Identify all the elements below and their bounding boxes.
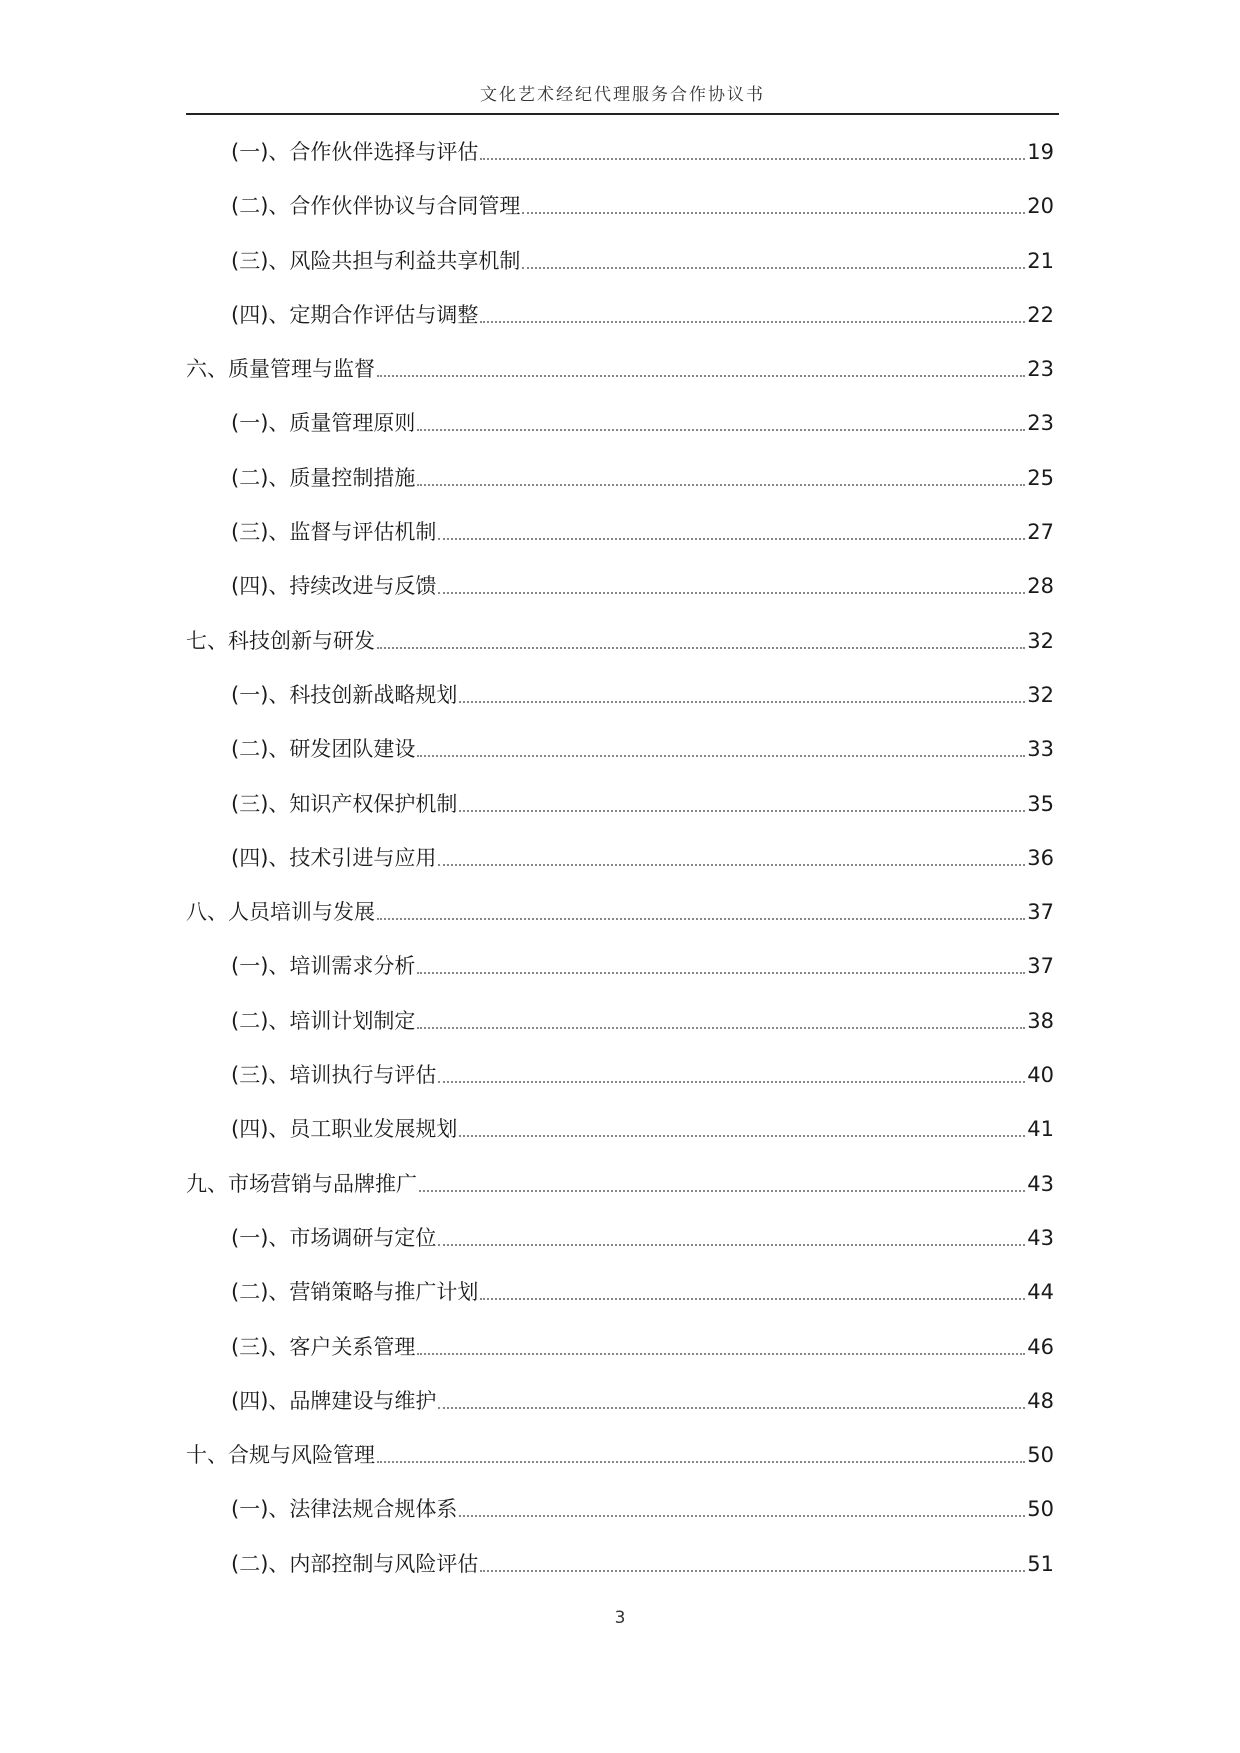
toc-dot-leader <box>459 790 1025 812</box>
toc-entry-page-number: 41 <box>1027 1117 1054 1142</box>
toc-entry-title: (一)、合作伙伴选择与评估 <box>231 140 479 164</box>
toc-subsection-entry[interactable] <box>0 1550 1240 1604</box>
toc-subsection-entry[interactable] <box>0 681 1240 735</box>
header-divider <box>186 113 1059 115</box>
toc-entry-page-number: 33 <box>1027 737 1054 762</box>
toc-entry-title: (一)、培训需求分析 <box>231 954 416 979</box>
toc-entry-page-number: 20 <box>1027 194 1054 219</box>
toc-subsection-entry[interactable] <box>0 735 1240 789</box>
toc-entry-title: 十、合规与风险管理 <box>186 1443 375 1468</box>
toc-dot-leader <box>438 1224 1025 1246</box>
toc-entry-page-number: 38 <box>1027 1008 1054 1033</box>
toc-entry-title: (四)、员工职业发展规划 <box>231 1117 458 1142</box>
toc-subsection-entry[interactable] <box>0 572 1240 626</box>
toc-dot-leader <box>438 844 1025 866</box>
toc-dot-leader <box>377 1441 1025 1463</box>
toc-entry-title: (三)、监督与评估机制 <box>231 520 437 545</box>
toc-subsection-entry[interactable] <box>0 247 1240 301</box>
toc-entry-page-number: 23 <box>1027 357 1054 382</box>
toc-entry-page-number: 32 <box>1027 628 1054 653</box>
toc-section-entry[interactable] <box>0 1170 1240 1224</box>
toc-subsection-entry[interactable] <box>0 1278 1240 1332</box>
toc-dot-leader <box>459 1495 1025 1517</box>
toc-dot-leader <box>522 192 1025 214</box>
toc-entry-title: (三)、培训执行与评估 <box>231 1063 437 1088</box>
toc-dot-leader <box>480 301 1025 323</box>
toc-dot-leader <box>438 1387 1025 1409</box>
toc-entry-title: 六、质量管理与监督 <box>186 357 375 382</box>
toc-entry-title: 九、市场营销与品牌推广 <box>186 1171 417 1196</box>
toc-subsection-entry[interactable] <box>0 1061 1240 1115</box>
toc-subsection-entry[interactable] <box>0 409 1240 463</box>
toc-subsection-entry[interactable] <box>0 1333 1240 1387</box>
toc-subsection-entry[interactable] <box>0 301 1240 355</box>
toc-subsection-entry[interactable] <box>0 1115 1240 1169</box>
toc-dot-leader <box>438 518 1025 540</box>
toc-entry-page-number: 37 <box>1027 954 1054 979</box>
toc-subsection-entry[interactable] <box>0 192 1240 246</box>
toc-entry-page-number: 25 <box>1027 465 1054 490</box>
toc-section-entry[interactable] <box>0 1441 1240 1495</box>
toc-entry-page-number: 50 <box>1027 1497 1054 1522</box>
toc-dot-leader <box>438 1061 1025 1083</box>
toc-dot-leader <box>419 1170 1025 1192</box>
toc-subsection-entry[interactable] <box>0 844 1240 898</box>
toc-subsection-entry[interactable] <box>0 138 1240 192</box>
toc-dot-leader <box>417 409 1025 431</box>
toc-entry-page-number: 40 <box>1027 1063 1054 1088</box>
toc-dot-leader <box>417 464 1025 486</box>
toc-entry-title: (二)、研发团队建设 <box>231 737 416 762</box>
toc-entry-page-number: 51 <box>1027 1551 1054 1576</box>
toc-entry-title: (四)、品牌建设与维护 <box>231 1388 437 1413</box>
toc-entry-page-number: 22 <box>1027 302 1054 327</box>
toc-entry-page-number: 21 <box>1027 248 1054 273</box>
toc-entry-title: (一)、科技创新战略规划 <box>231 682 458 707</box>
toc-entry-title: (二)、质量控制措施 <box>231 465 416 490</box>
toc-entry-page-number: 43 <box>1027 1171 1054 1196</box>
toc-subsection-entry[interactable] <box>0 1495 1240 1549</box>
toc-dot-leader <box>417 1007 1025 1029</box>
toc-subsection-entry[interactable] <box>0 464 1240 518</box>
toc-entry-title: 七、科技创新与研发 <box>186 628 375 653</box>
toc-subsection-entry[interactable] <box>0 518 1240 572</box>
toc-dot-leader <box>377 898 1025 920</box>
toc-subsection-entry[interactable] <box>0 790 1240 844</box>
toc-entry-page-number: 46 <box>1027 1334 1054 1359</box>
toc-entry-page-number: 36 <box>1027 845 1054 870</box>
toc-dot-leader <box>377 355 1025 377</box>
toc-subsection-entry[interactable] <box>0 1387 1240 1441</box>
toc-entry-title: (一)、法律法规合规体系 <box>231 1497 458 1522</box>
toc-entry-page-number: 28 <box>1027 574 1054 599</box>
toc-section-entry[interactable] <box>0 898 1240 952</box>
toc-entry-page-number: 27 <box>1027 520 1054 545</box>
toc-entry-page-number: 48 <box>1027 1388 1054 1413</box>
toc-entry-page-number: 50 <box>1027 1443 1054 1468</box>
toc-dot-leader <box>459 1115 1025 1137</box>
toc-dot-leader <box>438 572 1025 594</box>
toc-dot-leader <box>417 952 1025 974</box>
toc-entry-title: (一)、质量管理原则 <box>231 411 416 436</box>
page-number: 3 <box>614 1608 626 1628</box>
toc-dot-leader <box>480 1550 1025 1572</box>
toc-dot-leader <box>459 681 1025 703</box>
toc-dot-leader <box>480 138 1025 160</box>
toc-entry-title: 八、人员培训与发展 <box>186 900 375 925</box>
toc-entry-page-number: 44 <box>1027 1280 1054 1305</box>
toc-section-entry[interactable] <box>0 355 1240 409</box>
toc-entry-page-number: 32 <box>1027 682 1054 707</box>
table-of-contents <box>0 138 1240 1604</box>
toc-dot-leader <box>417 1333 1025 1355</box>
toc-dot-leader <box>377 627 1025 649</box>
toc-entry-page-number: 23 <box>1027 411 1054 436</box>
toc-entry-title: (四)、定期合作评估与调整 <box>231 302 479 327</box>
toc-entry-page-number: 43 <box>1027 1225 1054 1250</box>
toc-dot-leader <box>480 1278 1025 1300</box>
toc-entry-title: (二)、内部控制与风险评估 <box>231 1551 479 1576</box>
toc-dot-leader <box>417 735 1025 757</box>
toc-subsection-entry[interactable] <box>0 1224 1240 1278</box>
toc-entry-page-number: 35 <box>1027 791 1054 816</box>
toc-subsection-entry[interactable] <box>0 952 1240 1006</box>
toc-dot-leader <box>522 247 1025 269</box>
toc-entry-title: (三)、客户关系管理 <box>231 1334 416 1359</box>
toc-entry-title: (二)、营销策略与推广计划 <box>231 1280 479 1305</box>
toc-entry-title: (四)、持续改进与反馈 <box>231 574 437 599</box>
toc-section-entry[interactable] <box>0 627 1240 681</box>
running-header-title: 文化艺术经纪代理服务合作协议书 <box>480 85 765 105</box>
toc-entry-page-number: 19 <box>1027 140 1054 164</box>
toc-entry-page-number: 37 <box>1027 900 1054 925</box>
toc-entry-title: (三)、知识产权保护机制 <box>231 791 458 816</box>
toc-entry-title: (二)、培训计划制定 <box>231 1008 416 1033</box>
toc-entry-title: (二)、合作伙伴协议与合同管理 <box>231 194 521 219</box>
toc-entry-title: (一)、市场调研与定位 <box>231 1225 437 1250</box>
toc-entry-title: (四)、技术引进与应用 <box>231 845 437 870</box>
toc-entry-title: (三)、风险共担与利益共享机制 <box>231 248 521 273</box>
toc-subsection-entry[interactable] <box>0 1007 1240 1061</box>
